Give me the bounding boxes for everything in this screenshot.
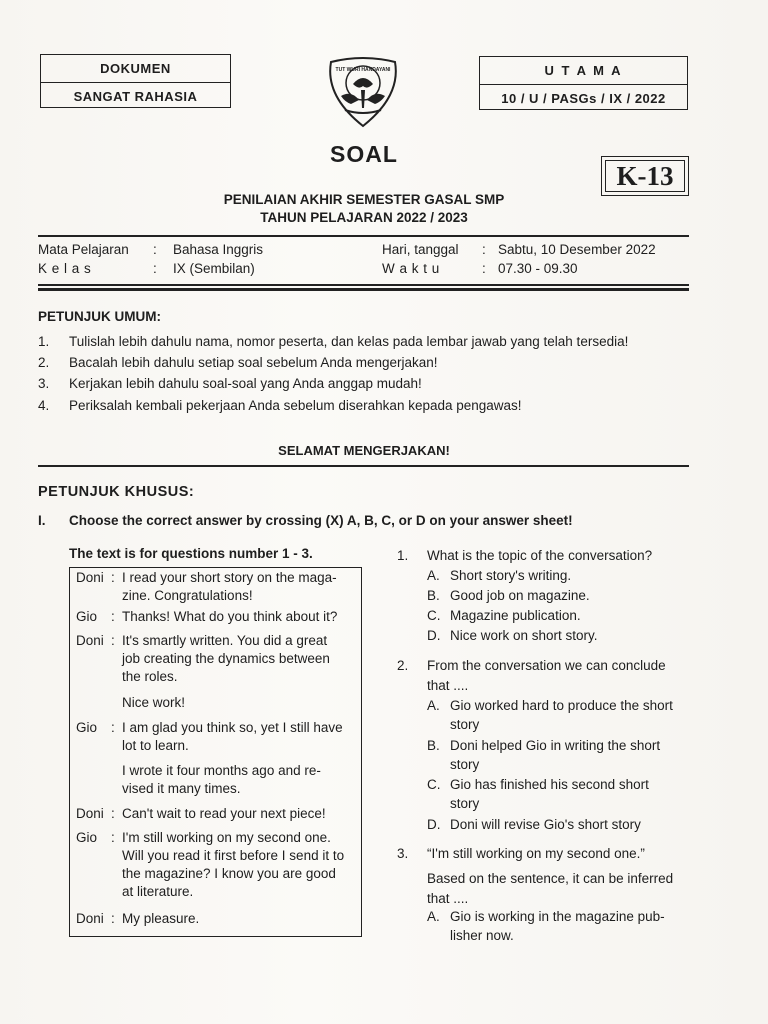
divider-instructions (38, 465, 689, 467)
dialogue-text: I read your short story on the maga- zine. Congratulations! (122, 570, 337, 603)
meta-colon: : (153, 242, 157, 257)
option-text: Magazine publication. (450, 608, 581, 623)
curriculum-badge (601, 156, 689, 196)
exam-type-label: U T A M A (544, 63, 623, 78)
closing-greeting: SELAMAT MENGERJAKAN! (278, 443, 450, 458)
exam-code: 10 / U / PASGs / IX / 2022 (480, 84, 687, 111)
page-title: SOAL (330, 141, 398, 167)
dialogue-text: I wrote it four months ago and re- vised it many times. (122, 763, 321, 796)
class-label: K e l a s (38, 261, 92, 276)
instruction-text: Kerjakan lebih dahulu soal-soal yang Anda anggap mudah! (69, 376, 422, 391)
section-number: I. (38, 513, 46, 528)
dialogue-text: It's smartly written. You did a great job creating the dynamics between the roles. (122, 633, 330, 684)
option-text: Nice work on short story. (450, 628, 598, 643)
date-value: Sabtu, 10 Desember 2022 (498, 242, 656, 257)
option-letter: D. (427, 817, 441, 832)
divider-top (38, 235, 689, 237)
dialogue-text: I am glad you think so, yet I still have lot to learn. (122, 720, 343, 753)
speaker-name: Gio (76, 830, 98, 845)
speaker-name: Gio (76, 720, 98, 735)
special-instructions-title: PETUNJUK KHUSUS: (38, 484, 195, 500)
option-text: Gio has finished his second short story (450, 777, 649, 811)
divider-meta-1 (38, 284, 689, 286)
option-text: Good job on magazine. (450, 588, 590, 603)
option-letter: B. (427, 588, 440, 603)
exam-subtitle: PENILAIAN AKHIR SEMESTER GASAL SMP (223, 192, 505, 207)
speaker-name: Doni (76, 633, 104, 648)
curriculum-label: K-13 (616, 160, 674, 191)
option-letter: C. (427, 608, 441, 623)
instruction-number: 4. (38, 398, 50, 413)
time-value: 07.30 - 09.30 (498, 261, 578, 276)
speaker-colon: : (111, 806, 115, 821)
speaker-colon: : (111, 911, 115, 926)
document-label: DOKUMEN (100, 61, 171, 76)
question-number: 2. (397, 658, 409, 673)
option-text: Gio is working in the magazine pub- lisher now. (450, 909, 665, 943)
speaker-colon: : (111, 609, 115, 624)
class-value: IX (Sembilan) (173, 261, 255, 276)
question-stem: Based on the sentence, it can be inferred that .... (427, 871, 674, 906)
time-label: W a k t u (382, 261, 440, 276)
instruction-number: 3. (38, 376, 50, 391)
meta-colon: : (482, 242, 486, 257)
option-text: Short story's writing. (450, 568, 572, 583)
option-letter: C. (427, 777, 441, 792)
document-classification-box (40, 54, 231, 108)
instruction-text: Bacalah lebih dahulu setiap soal sebelum Anda mengerjakan! (69, 355, 438, 370)
dialogue-text: Thanks! What do you think about it? (122, 609, 338, 624)
text-intro: The text is for questions number 1 - 3. (69, 546, 313, 561)
speaker-colon: : (111, 633, 115, 648)
secrecy-label: SANGAT RAHASIA (41, 82, 230, 109)
speaker-name: Gio (76, 609, 98, 624)
question-text: From the conversation we can conclude that .... (427, 658, 666, 693)
option-letter: B. (427, 738, 440, 753)
instruction-text: Periksalah kembali pekerjaan Anda sebelum diserahkan kepada pengawas! (69, 398, 522, 413)
option-letter: A. (427, 568, 440, 583)
option-letter: A. (427, 698, 440, 713)
tut-wuri-handayani-logo (323, 56, 403, 128)
subject-label: Mata Pelajaran (38, 242, 129, 257)
dialogue-text: Can't wait to read your next piece! (122, 806, 326, 821)
exam-code-box (479, 56, 688, 110)
instruction-number: 2. (38, 355, 50, 370)
option-text: Doni will revise Gio's short story (450, 817, 641, 832)
speaker-colon: : (111, 570, 115, 585)
date-label: Hari, tanggal (382, 242, 459, 257)
academic-year: TAHUN PELAJARAN 2022 / 2023 (260, 210, 468, 225)
instruction-text: Tulislah lebih dahulu nama, nomor peserta, dan kelas pada lembar jawab yang telah tersedia! (69, 334, 629, 349)
general-instructions-title: PETUNJUK UMUM: (38, 309, 161, 324)
meta-colon: : (482, 261, 486, 276)
divider-meta-2 (38, 288, 689, 291)
logo-text: TUT WURI HANDAYANI (335, 67, 391, 73)
question-text: What is the topic of the conversation? (427, 548, 653, 563)
speaker-name: Doni (76, 911, 104, 926)
question-text: “I'm still working on my second one.” (427, 846, 645, 861)
dialogue-text: My pleasure. (122, 911, 200, 926)
speaker-colon: : (111, 830, 115, 845)
option-letter: A. (427, 909, 440, 924)
speaker-colon: : (111, 720, 115, 735)
section-instruction: Choose the correct answer by crossing (X) A, B, C, or D on your answer sheet! (69, 513, 573, 528)
speaker-name: Doni (76, 570, 104, 585)
speaker-name: Doni (76, 806, 104, 821)
question-number: 3. (397, 846, 409, 861)
meta-colon: : (153, 261, 157, 276)
question-number: 1. (397, 548, 409, 563)
dialogue-text: Nice work! (122, 695, 186, 710)
subject-value: Bahasa Inggris (173, 242, 264, 257)
option-text: Gio worked hard to produce the short story (450, 698, 673, 732)
dialogue-text: I'm still working on my second one. Will you read it first before I send it to the magazine? I know you are good at literature. (122, 830, 345, 899)
instruction-number: 1. (38, 334, 50, 349)
option-letter: D. (427, 628, 441, 643)
option-text: Doni helped Gio in writing the short story (450, 738, 661, 772)
